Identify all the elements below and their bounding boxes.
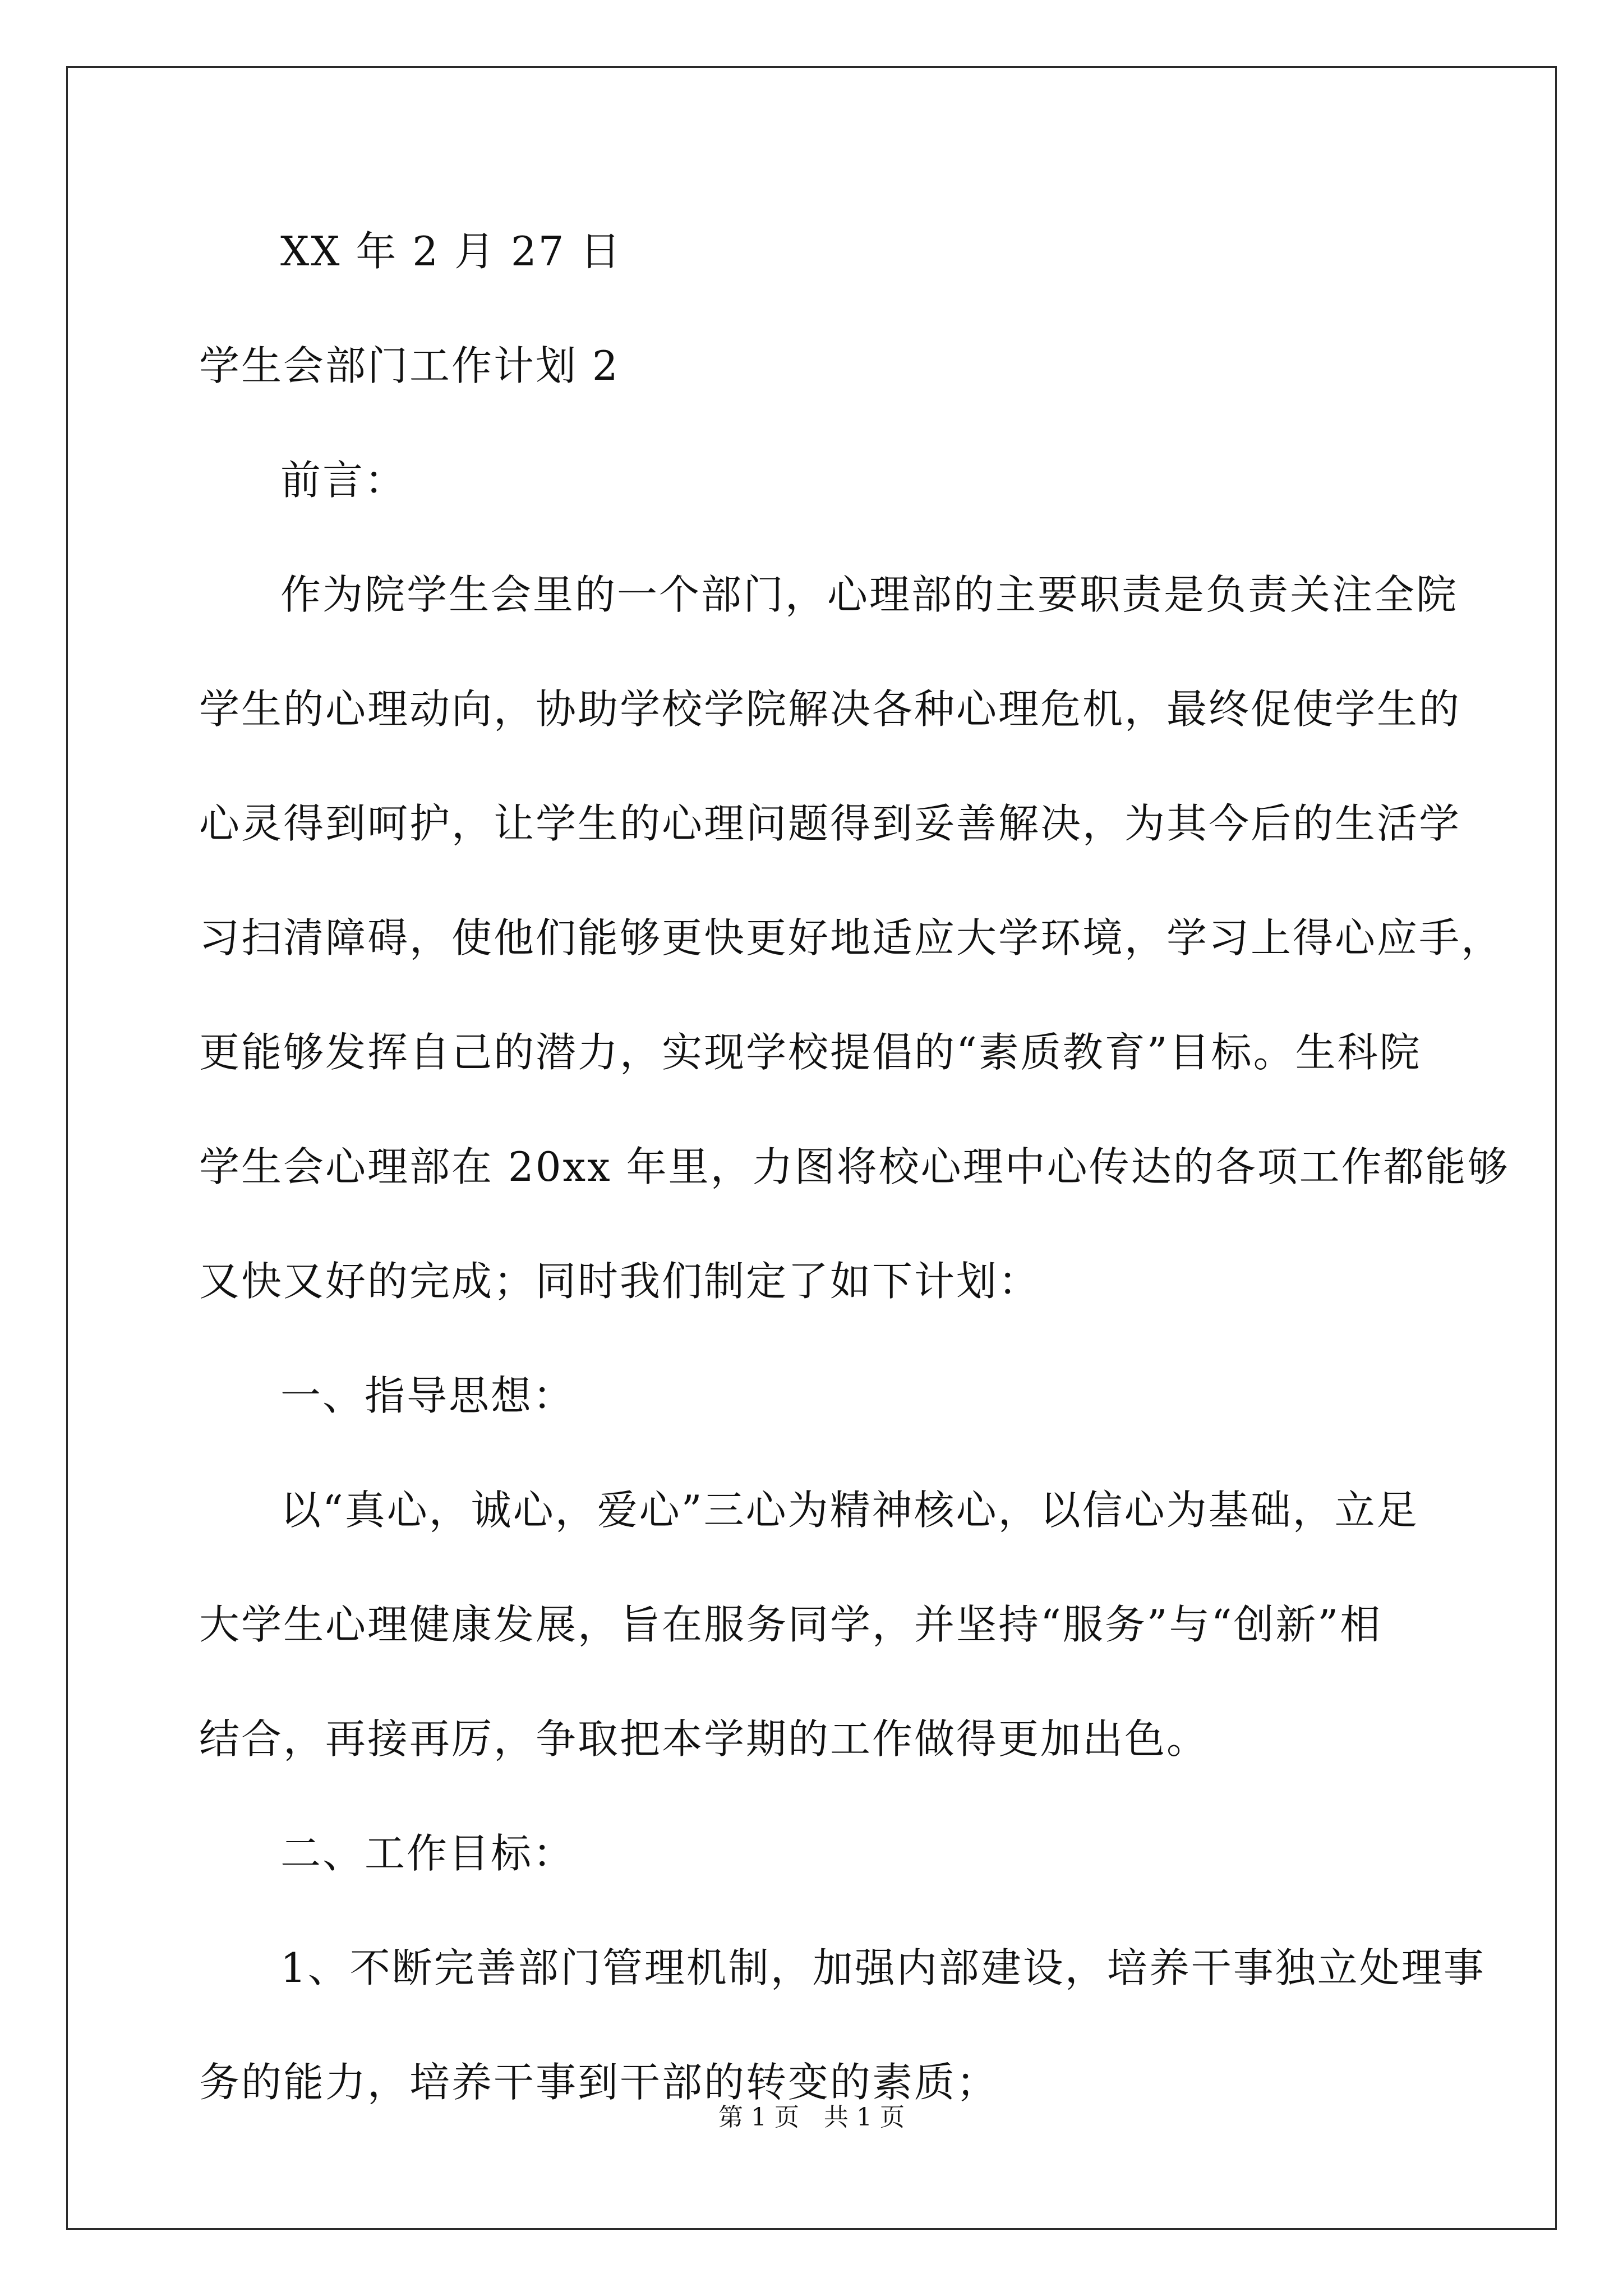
paragraph-line: 以“真心，诚心，爱心”三心为精神核心，以信心为基础，立足 <box>280 1487 1419 1534</box>
section-heading-guiding-ideology: 一、指导思想： <box>280 1372 575 1419</box>
paragraph-line: 又快又好的完成；同时我们制定了如下计划： <box>199 1258 1041 1305</box>
paragraph-line: 务的能力，培养干事到干部的转变的素质； <box>199 2059 999 2106</box>
paragraph-line: 大学生心理健康发展，旨在服务同学，并坚持“服务”与“创新”相 <box>199 1601 1382 1648</box>
paragraph-line: 习扫清障碍，使他们能够更快更好地适应大学环境，学习上得心应手， <box>199 914 1504 961</box>
paragraph-line: 作为院学生会里的一个部门，心理部的主要职责是负责关注全院 <box>280 571 1459 618</box>
page-footer: 第 1 页 共 1 页 <box>718 2103 905 2132</box>
paragraph-line: 结合，再接再厉，争取把本学期的工作做得更加出色。 <box>199 1715 1209 1763</box>
date-line: XX 年 2 月 27 日 <box>280 228 623 275</box>
preface-heading: 前言： <box>280 457 407 504</box>
paragraph-line: 学生的心理动向，协助学校学院解决各种心理危机，最终促使学生的 <box>199 685 1461 733</box>
section-heading-work-goals: 二、工作目标： <box>280 1830 575 1877</box>
paragraph-line: 学生会心理部在 20xx 年里，力图将校心理中心传达的各项工作都能够 <box>199 1143 1510 1190</box>
paragraph-line: 心灵得到呵护，让学生的心理问题得到妥善解决，为其今后的生活学 <box>199 800 1461 847</box>
paragraph-line: 1、不断完善部门管理机制，加强内部建设，培养干事独立处理事 <box>280 1944 1486 1991</box>
paragraph-line: 更能够发挥自己的潜力，实现学校提倡的“素质教育”目标。生科院 <box>199 1029 1422 1076</box>
document-title: 学生会部门工作计划 2 <box>199 342 620 389</box>
